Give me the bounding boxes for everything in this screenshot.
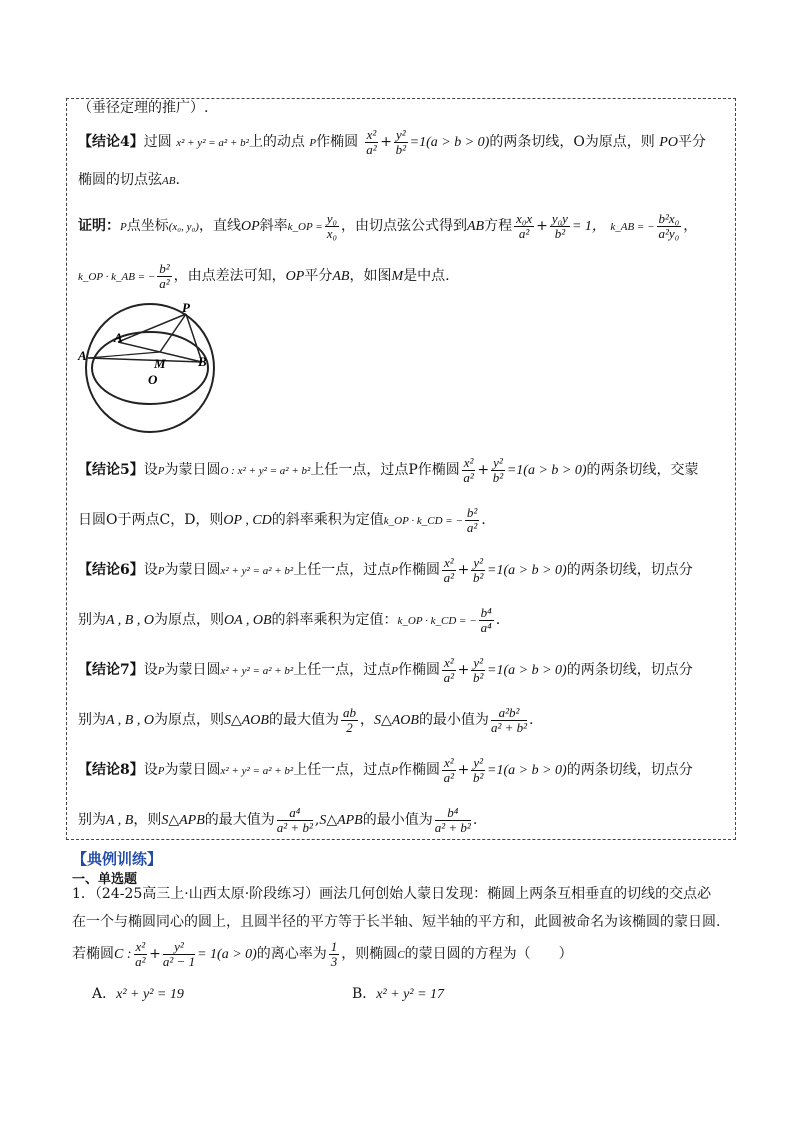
label-M: M (154, 356, 166, 371)
label-P: P (182, 300, 190, 315)
proof-line2: k_OP · k_AB = − $\frac{\text{b²}}{\text{a²}}$ ，由点差法可知，OP平分AB，如图M是中点. (78, 261, 450, 291)
conclusion-6-line1: 【结论6】设P为蒙日圆x² + y² = a² + b²上任一点，过点P作椭圆 $\frac{\text{x²}}{\text{a²}}$ + $\frac{\text{y²}}{\text{b²}}$ =1(a > b > 0)的两条切线，切点分 (78, 555, 693, 585)
header-note: （垂径定理的推广）. (78, 100, 209, 116)
option-b[interactable]: B．x² + y² = 17 (352, 986, 445, 1002)
ellipse-tangent-figure (74, 298, 224, 438)
conclusion-4-line1: 【结论4】过圆 x² + y² = a² + b²上的动点 P作椭圆 $\frac{\text{x²}}{\text{a²}}$ + $\frac{\text{y²}}{\text{b²}}$ =1(a > b > 0)的两条切线，O为原点，则 PO平分 (78, 127, 706, 157)
conclusion-8-line1: 【结论8】设P为蒙日圆x² + y² = a² + b²上任一点，过点P作椭圆 $\frac{\text{x²}}{\text{a²}}$ + $\frac{\text{y²}}{\text{b²}}$ =1(a > b > 0)的两条切线，切点分 (78, 755, 693, 785)
conclusion-4-label: 【结论4】 (78, 134, 144, 151)
proof-line1: 证明：P点坐标(x₀, y₀)，直线OP斜率k_OP = $\frac{\text{y₀}}{\text{x₀}}$ ，由切点弦公式得到AB方程 $\frac{\text{x₀x}}{\text{a²}}$ + $\frac{\text{y₀y}}{\text{b²}}$ = 1， k_AB = − $\frac{\text{b²x₀}}{\text{a²y₀}}$ ， (78, 211, 698, 241)
label-B: B (198, 354, 207, 369)
option-a[interactable]: A．x² + y² = 19 (92, 986, 184, 1002)
section-subtitle: 一、单选题 (72, 872, 138, 887)
question-1-line2: 在一个与椭圆同心的圆上，且圆半径的平方等于长半轴、短半轴的平方和，此圆被命名为该椭圆的蒙日圆. (72, 914, 721, 930)
label-A-inner: A (114, 330, 123, 345)
conclusion-5-line2: 日圆O于两点C，D，则OP , CD的斜率乘积为定值k_OP · k_CD = − $\frac{\text{b²}}{\text{a²}}$ . (78, 505, 486, 535)
label-A-outer: A (78, 348, 87, 363)
conclusion-5-line1: 【结论5】设P为蒙日圆O : x² + y² = a² + b²上任一点，过点P作椭圆 $\frac{\text{x²}}{\text{a²}}$ + $\frac{\text{y²}}{\text{b²}}$ =1(a > b > 0)的两条切线，交蒙 (78, 455, 699, 485)
label-O: O (148, 372, 158, 387)
conclusion-6-line2: 别为A , B , O为原点，则OA , OB的斜率乘积为定值：k_OP · k_CD = − $\frac{\text{b⁴}}{\text{a⁴}}$ . (78, 605, 501, 635)
conclusion-7-line1: 【结论7】设P为蒙日圆x² + y² = a² + b²上任一点，过点P作椭圆 $\frac{\text{x²}}{\text{a²}}$ + $\frac{\text{y²}}{\text{b²}}$ =1(a > b > 0)的两条切线，切点分 (78, 655, 693, 685)
question-1-line1: 1．（24-25高三上·山西太原·阶段练习）画法几何创始人蒙日发现：椭圆上两条互相垂直的切线的交点必 (72, 886, 712, 902)
conclusion-4-line2: 椭圆的切点弦AB. (78, 172, 180, 188)
section-title: 【典例训练】 (72, 850, 163, 868)
conclusion-8-line2: 别为A , B，则S△APB的最大值为 $\frac{\text{a⁴}}{\text{a² + b²}}$ ,S△APB的最小值为 $\frac{\text{b⁴}}{\text{a² + b²}}$ . (78, 805, 478, 835)
question-1-line3: 若椭圆C : $\frac{\text{x²}}{\text{a²}}$ + $\frac{\text{y²}}{\text{a² − 1}}$ = 1(a > 0)的离心率为 $\frac{1}{3}$ ，则椭圆C的蒙日圆的方程为（ ） (72, 939, 573, 969)
conclusion-7-line2: 别为A , B , O为原点，则S△AOB的最大值为 $\frac{ab}{2}$ ，S△AOB的最小值为 $\frac{\text{a²b²}}{\text{a² + b²}}$ . (78, 705, 534, 735)
